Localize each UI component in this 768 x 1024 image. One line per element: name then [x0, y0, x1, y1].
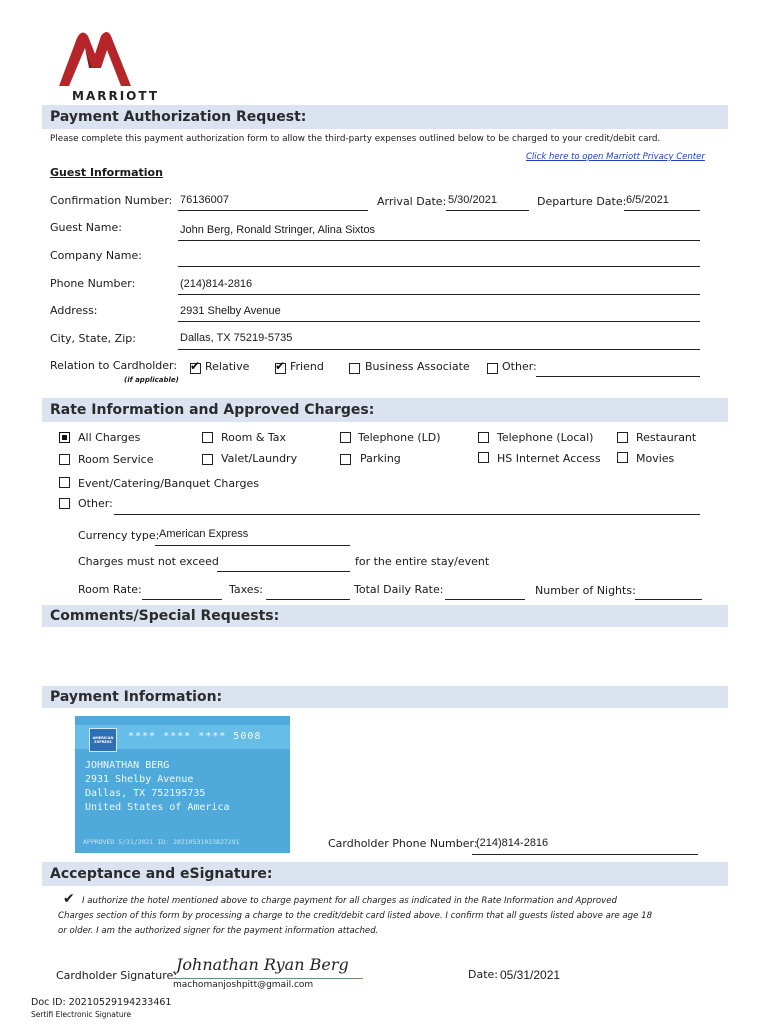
hs-internet-label: HS Internet Access — [497, 452, 601, 465]
relative-label: Relative — [205, 360, 250, 373]
departure-label: Departure Date: — [537, 195, 627, 208]
acceptance-text-line-2: Charges section of this form by processing a charge to the credit/debit card listed above. I confirm that all guests listed above are age 18 — [58, 911, 653, 921]
not-exceed-field[interactable] — [217, 571, 350, 572]
confirmation-underline — [178, 210, 368, 211]
relation-other-label: Other: — [502, 360, 537, 373]
card-address: 2931 Shelby Avenue — [85, 774, 194, 785]
currency-label: Currency type: — [78, 529, 160, 542]
relation-other-underline — [536, 376, 700, 377]
nights-field[interactable] — [635, 599, 702, 600]
room-service-checkbox[interactable] — [59, 454, 70, 465]
phone-field[interactable]: (214)814-2816 — [180, 278, 253, 290]
card-holder-details — [85, 759, 230, 815]
relative-checkbox[interactable] — [190, 363, 201, 374]
total-daily-label: Total Daily Rate: — [354, 583, 444, 596]
valet-laundry-label: Valet/Laundry — [221, 452, 298, 465]
not-exceed-label: Charges must not exceed — [78, 555, 219, 568]
room-rate-label: Room Rate: — [78, 583, 142, 596]
signature-date[interactable]: 05/31/2021 — [500, 968, 561, 982]
nights-label: Number of Nights: — [535, 584, 636, 597]
all-charges-label: All Charges — [78, 431, 141, 444]
address-field[interactable]: 2931 Shelby Avenue — [180, 305, 281, 317]
city-state-zip-underline — [178, 349, 700, 350]
telephone-local-label: Telephone (Local) — [497, 431, 594, 444]
guest-name-label: Guest Name: — [50, 221, 122, 234]
event-catering-checkbox[interactable] — [59, 477, 70, 488]
friend-checkbox[interactable] — [275, 363, 286, 374]
acceptance-text-line-3: or older. I am the authorized signer for the payment information attached. — [58, 926, 379, 936]
restaurant-checkbox[interactable] — [617, 432, 628, 443]
room-tax-checkbox[interactable] — [202, 432, 213, 443]
signature-underline — [170, 978, 363, 979]
marriott-wordmark: MARRIOTT — [72, 89, 160, 103]
phone-label: Phone Number: — [50, 277, 136, 290]
guest-name-underline — [178, 240, 700, 241]
acceptance-checkmark-icon: ✔ — [63, 891, 75, 907]
restaurant-label: Restaurant — [636, 431, 697, 444]
hs-internet-checkbox[interactable] — [478, 452, 489, 463]
valet-laundry-checkbox[interactable] — [202, 454, 213, 465]
card-holder-name: JOHNATHAN BERG — [85, 760, 170, 771]
currency-field[interactable]: American Express — [159, 528, 249, 540]
city-state-zip-field[interactable]: Dallas, TX 75219-5735 — [180, 332, 293, 344]
payment-title: Payment Information: — [42, 686, 728, 708]
arrival-label: Arrival Date: — [377, 195, 447, 208]
privacy-center-link[interactable]: Click here to open Marriott Privacy Center — [526, 152, 705, 162]
city-state-zip-label: City, State, Zip: — [50, 332, 136, 345]
relation-label: Relation to Cardholder: — [50, 359, 178, 372]
movies-label: Movies — [636, 452, 675, 465]
card-number: **** **** **** 5008 — [128, 731, 262, 742]
address-underline — [178, 321, 700, 322]
charges-other-label: Other: — [78, 497, 113, 510]
arrival-field[interactable]: 5/30/2021 — [448, 194, 497, 206]
guest-info-heading: Guest Information — [50, 166, 163, 179]
company-name-underline — [178, 266, 700, 267]
telephone-ld-checkbox[interactable] — [340, 432, 351, 443]
sertifi-label: Sertifi Electronic Signature — [31, 1010, 132, 1019]
room-service-label: Room Service — [78, 453, 154, 466]
parking-checkbox[interactable] — [340, 454, 351, 465]
confirmation-label: Confirmation Number: — [50, 194, 173, 207]
cardholder-phone-underline — [472, 854, 698, 855]
charges-other-checkbox[interactable] — [59, 498, 70, 509]
cardholder-phone-field[interactable]: (214)814-2816 — [476, 837, 549, 849]
payment-auth-title: Payment Authorization Request: — [42, 105, 728, 129]
business-associate-checkbox[interactable] — [349, 363, 360, 374]
cardholder-phone-label: Cardholder Phone Number: — [328, 837, 478, 850]
guest-name-field[interactable]: John Berg, Ronald Stringer, Alina Sixtos — [180, 224, 376, 236]
charges-other-underline — [114, 514, 700, 515]
parking-label: Parking — [360, 452, 401, 465]
signature-label: Cardholder Signature: — [56, 969, 178, 982]
amex-logo-icon: AMERICAN EXPRESS — [89, 728, 117, 752]
taxes-label: Taxes: — [229, 583, 264, 596]
room-rate-field[interactable] — [142, 599, 222, 600]
marriott-logo-icon — [55, 28, 135, 90]
departure-field[interactable]: 6/5/2021 — [626, 194, 669, 206]
comments-title: Comments/Special Requests: — [42, 605, 728, 627]
doc-id: Doc ID: 20210529194233461 — [31, 997, 172, 1008]
date-label: Date: — [468, 968, 498, 981]
intro-text: Please complete this payment authorization form to allow the third-party expenses outlined below to be charged to your credit/debit card. — [50, 134, 661, 144]
business-associate-label: Business Associate — [365, 360, 470, 373]
credit-card-image — [75, 716, 290, 853]
taxes-field[interactable] — [266, 599, 350, 600]
telephone-ld-label: Telephone (LD) — [358, 431, 441, 444]
room-tax-label: Room & Tax — [221, 431, 287, 444]
company-name-label: Company Name: — [50, 249, 142, 262]
relation-other-checkbox[interactable] — [487, 363, 498, 374]
address-label: Address: — [50, 304, 98, 317]
confirmation-field[interactable]: 76136007 — [180, 194, 229, 206]
telephone-local-checkbox[interactable] — [478, 432, 489, 443]
card-city: Dallas, TX 752195735 — [85, 788, 206, 799]
friend-label: Friend — [290, 360, 324, 373]
rates-title: Rate Information and Approved Charges: — [42, 398, 728, 422]
phone-underline — [178, 294, 700, 295]
currency-underline — [155, 545, 350, 546]
event-catering-label: Event/Catering/Banquet Charges — [78, 477, 259, 490]
acceptance-text-line-1: I authorize the hotel mentioned above to charge payment for all charges as indicated in the Rate Information and Approved — [82, 896, 617, 906]
card-approval-footer: APPROVED 5/31/2021 ID: 20210531023827291 — [83, 838, 240, 846]
movies-checkbox[interactable] — [617, 452, 628, 463]
cardholder-signature[interactable]: Johnathan Ryan Berg — [176, 955, 349, 974]
all-charges-checkbox[interactable] — [59, 432, 70, 443]
card-country: United States of America — [85, 802, 230, 813]
signature-email: machomanjoshpitt@gmail.com — [173, 980, 314, 990]
acceptance-title: Acceptance and eSignature: — [42, 862, 728, 886]
arrival-underline — [446, 210, 529, 211]
relation-note: (if applicable) — [124, 376, 179, 384]
not-exceed-suffix: for the entire stay/event — [355, 555, 490, 568]
departure-underline — [624, 210, 700, 211]
total-daily-field[interactable] — [445, 599, 525, 600]
